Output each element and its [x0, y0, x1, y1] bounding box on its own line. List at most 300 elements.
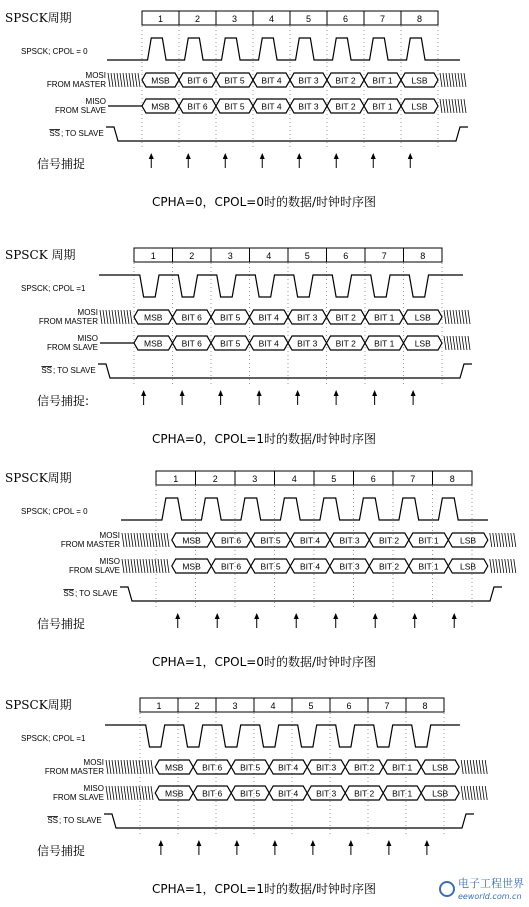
undefined-hatch: [149, 533, 151, 547]
undefined-hatch: [464, 760, 466, 774]
undefined-hatch: [155, 533, 157, 547]
undefined-hatch: [133, 786, 135, 800]
mosi-bit-label: BIT 4: [258, 312, 279, 323]
mosi-bit-label: BIT 5: [260, 535, 281, 546]
spsck-period-label: SPSCK 周期: [5, 248, 76, 262]
mosi-label-line2: FROM MASTER: [44, 767, 104, 776]
undefined-hatch: [106, 310, 108, 324]
undefined-hatch: [112, 310, 114, 324]
undefined-hatch: [450, 336, 452, 350]
spsck-period-label: SPSCK周期: [5, 471, 72, 485]
watermark-url: eeworld.com.cn: [458, 892, 522, 901]
bit-number-8: 8: [416, 14, 423, 24]
mosi-bit-label: BIT 6: [202, 762, 223, 773]
bit-number-2: 2: [212, 474, 218, 484]
undefined-hatch: [473, 760, 475, 774]
undefined-hatch: [131, 559, 133, 573]
miso-label-line1: MISO: [77, 334, 98, 343]
undefined-hatch: [461, 99, 463, 113]
ss-waveform: [98, 364, 472, 378]
undefined-hatch: [161, 559, 163, 573]
undefined-hatch: [136, 786, 138, 800]
mosi-label-line1: MOSI: [77, 308, 98, 317]
signal-capture-label: 信号捕捉:: [37, 394, 90, 408]
mosi-bit-label: BIT 1: [372, 75, 393, 86]
undefined-hatch: [452, 73, 454, 87]
undefined-hatch: [131, 533, 133, 547]
capture-arrow-head: [452, 613, 457, 619]
bit-number-2: 2: [194, 701, 200, 711]
undefined-hatch: [139, 760, 141, 774]
undefined-hatch: [124, 760, 126, 774]
undefined-hatch: [464, 786, 466, 800]
miso-bit-label: LSB: [411, 101, 428, 112]
bit-number-4: 4: [266, 251, 272, 261]
undefined-hatch: [143, 559, 145, 573]
ss-label: SS: [49, 129, 60, 138]
undefined-hatch: [152, 533, 154, 547]
undefined-hatch: [128, 533, 130, 547]
capture-arrow-head: [411, 390, 416, 396]
undefined-hatch: [121, 760, 123, 774]
ss-waveform: [106, 127, 468, 141]
bit-number-7: 7: [384, 701, 390, 711]
bit-number-6: 6: [370, 474, 376, 484]
capture-arrow-head: [310, 840, 315, 846]
undefined-hatch: [443, 73, 445, 87]
undefined-hatch: [444, 336, 446, 350]
undefined-hatch: [115, 786, 117, 800]
capture-arrow-head: [186, 153, 191, 159]
undefined-hatch: [468, 310, 470, 324]
undefined-hatch: [152, 559, 154, 573]
capture-arrow-head: [234, 840, 239, 846]
miso-bit-label: BIT 5: [240, 788, 261, 799]
undefined-hatch: [145, 760, 147, 774]
mosi-bit-label: MSB: [164, 762, 184, 773]
mosi-bit-label: MSB: [182, 535, 201, 546]
undefined-hatch: [137, 533, 139, 547]
undefined-hatch: [142, 760, 144, 774]
capture-arrow-head: [408, 153, 413, 159]
undefined-hatch: [461, 760, 463, 774]
undefined-hatch: [126, 73, 128, 87]
undefined-hatch: [514, 559, 516, 573]
miso-label-line1: MISO: [83, 784, 104, 793]
undefined-hatch: [129, 73, 131, 87]
undefined-hatch: [467, 786, 469, 800]
miso-bit-label: BIT 3: [339, 561, 360, 572]
undefined-hatch: [485, 760, 487, 774]
miso-bit-label: BIT 6: [181, 338, 202, 349]
bit-number-2: 2: [189, 251, 195, 261]
miso-bit-label: BIT 5: [260, 561, 281, 572]
undefined-hatch: [111, 73, 113, 87]
undefined-hatch: [123, 73, 125, 87]
bit-number-1: 1: [173, 474, 179, 484]
miso-label-line2: FROM SLAVE: [53, 793, 104, 802]
ss-label: SS: [47, 816, 58, 825]
bit-number-2: 2: [194, 14, 201, 24]
mosi-bit-label: BIT 3: [298, 75, 319, 86]
undefined-hatch: [479, 760, 481, 774]
capture-arrow-head: [254, 613, 259, 619]
undefined-hatch: [128, 559, 130, 573]
signal-capture-label: 信号捕捉: [37, 844, 86, 858]
capture-arrow-head: [158, 840, 163, 846]
ss-suffix: ; TO SLAVE: [61, 129, 104, 138]
miso-bit-label: BIT 4: [261, 101, 282, 112]
cpol-label: SPSCK; CPOL =1: [21, 734, 86, 743]
mosi-label-line1: MOSI: [99, 531, 120, 540]
mosi-bit-label: LSB: [414, 312, 431, 323]
miso-bit-label: BIT 4: [299, 561, 321, 572]
bit-number-1: 1: [150, 251, 156, 261]
spsck-clock-waveform: [107, 38, 460, 60]
signal-capture-label: 信号捕捉: [37, 157, 86, 171]
miso-bit-label: BIT 6: [220, 561, 242, 572]
mosi-bit-label: BIT 3: [339, 535, 360, 546]
undefined-hatch: [114, 73, 116, 87]
undefined-hatch: [462, 336, 464, 350]
undefined-hatch: [476, 786, 478, 800]
ss-waveform: [104, 814, 474, 828]
mosi-bit-label: BIT 1: [418, 535, 439, 546]
undefined-hatch: [124, 310, 126, 324]
mosi-bit-label: BIT 3: [316, 762, 337, 773]
bit-number-8: 8: [422, 701, 428, 711]
miso-bit-label: BIT 1: [372, 101, 393, 112]
mosi-bit-label: BIT 5: [224, 75, 245, 86]
miso-label-line1: MISO: [85, 97, 106, 106]
undefined-hatch: [502, 533, 504, 547]
miso-bit-label: BIT 2: [335, 101, 356, 112]
mosi-bit-label: BIT 1: [374, 312, 395, 323]
miso-bit-label: BIT 4: [278, 788, 299, 799]
miso-label-line1: MISO: [99, 557, 120, 566]
undefined-hatch: [106, 786, 108, 800]
cpol-label: SPSCK; CPOL =1: [21, 284, 86, 293]
ss-label: SS: [63, 589, 74, 598]
undefined-hatch: [496, 559, 498, 573]
undefined-hatch: [121, 786, 123, 800]
miso-bit-label: BIT 2: [378, 561, 400, 572]
undefined-hatch: [151, 760, 153, 774]
bit-number-6: 6: [343, 251, 349, 261]
diagram-caption: CPHA=1，CPOL=0时的数据/时钟时序图: [151, 655, 377, 669]
undefined-hatch: [145, 786, 147, 800]
undefined-hatch: [456, 310, 458, 324]
undefined-hatch: [447, 336, 449, 350]
signal-capture-label: 信号捕捉: [37, 617, 86, 631]
miso-bit-label: MSB: [182, 561, 201, 572]
undefined-hatch: [140, 559, 142, 573]
capture-arrow-head: [371, 153, 376, 159]
undefined-hatch: [443, 99, 445, 113]
undefined-hatch: [499, 533, 501, 547]
undefined-hatch: [122, 533, 124, 547]
undefined-hatch: [505, 559, 507, 573]
undefined-hatch: [135, 73, 137, 87]
miso-bit-label: BIT 1: [374, 338, 395, 349]
undefined-hatch: [496, 533, 498, 547]
undefined-hatch: [511, 533, 513, 547]
undefined-hatch: [109, 760, 111, 774]
undefined-hatch: [452, 99, 454, 113]
undefined-hatch: [112, 786, 114, 800]
undefined-hatch: [138, 73, 140, 87]
miso-bit-label: BIT 3: [298, 101, 319, 112]
miso-bit-label: BIT 1: [392, 788, 413, 799]
undefined-hatch: [458, 99, 460, 113]
undefined-hatch: [127, 310, 129, 324]
timing-diagram-4: [5, 697, 487, 896]
undefined-hatch: [485, 786, 487, 800]
mosi-bit-label: BIT 6: [181, 312, 202, 323]
undefined-hatch: [108, 73, 110, 87]
undefined-hatch: [470, 786, 472, 800]
undefined-hatch: [164, 533, 166, 547]
miso-bit-label: BIT 5: [224, 101, 245, 112]
mosi-bit-label: BIT 4: [278, 762, 299, 773]
bit-number-3: 3: [231, 14, 238, 24]
bit-number-4: 4: [291, 474, 297, 484]
undefined-hatch: [127, 786, 129, 800]
miso-bit-label: BIT 3: [316, 788, 337, 799]
undefined-hatch: [136, 760, 138, 774]
miso-bit-label: BIT 2: [354, 788, 375, 799]
miso-bit-label: BIT 6: [187, 101, 208, 112]
capture-arrow-head: [334, 390, 339, 396]
ss-suffix: ; TO SLAVE: [59, 816, 102, 825]
undefined-hatch: [130, 310, 132, 324]
mosi-bit-label: MSB: [144, 312, 163, 323]
undefined-hatch: [464, 99, 466, 113]
ss-suffix: ; TO SLAVE: [53, 366, 96, 375]
capture-arrow-head: [412, 613, 417, 619]
undefined-hatch: [125, 533, 127, 547]
undefined-hatch: [132, 73, 134, 87]
miso-bit-label: MSB: [151, 101, 170, 112]
undefined-hatch: [109, 310, 111, 324]
undefined-hatch: [490, 559, 492, 573]
undefined-hatch: [461, 73, 463, 87]
capture-arrow-head: [149, 153, 154, 159]
capture-arrow-head: [295, 390, 300, 396]
undefined-hatch: [479, 786, 481, 800]
undefined-hatch: [508, 533, 510, 547]
bit-number-1: 1: [156, 701, 162, 711]
undefined-hatch: [505, 533, 507, 547]
undefined-hatch: [453, 310, 455, 324]
bit-number-6: 6: [342, 14, 349, 24]
undefined-hatch: [133, 760, 135, 774]
mosi-bit-label: BIT 4: [299, 535, 321, 546]
undefined-hatch: [444, 310, 446, 324]
undefined-hatch: [118, 786, 120, 800]
miso-bit-label: BIT 4: [258, 338, 279, 349]
spsck-period-label: SPSCK周期: [5, 698, 72, 712]
watermark-ring: [440, 882, 454, 896]
diagram-caption: CPHA=1，CPOL=1时的数据/时钟时序图: [151, 882, 377, 896]
miso-label-line2: FROM SLAVE: [55, 106, 106, 115]
bit-number-5: 5: [305, 14, 312, 24]
mosi-label-line2: FROM MASTER: [38, 317, 98, 326]
undefined-hatch: [459, 336, 461, 350]
bit-number-5: 5: [308, 701, 314, 711]
bit-number-8: 8: [449, 474, 455, 484]
undefined-hatch: [493, 533, 495, 547]
bit-number-4: 4: [270, 701, 276, 711]
undefined-hatch: [167, 533, 169, 547]
miso-bit-label: LSB: [432, 788, 449, 799]
undefined-hatch: [467, 760, 469, 774]
miso-bit-label: BIT 1: [418, 561, 439, 572]
capture-arrow-head: [175, 613, 180, 619]
undefined-hatch: [446, 73, 448, 87]
undefined-hatch: [447, 310, 449, 324]
mosi-bit-label: BIT 5: [240, 762, 261, 773]
undefined-hatch: [103, 310, 105, 324]
undefined-hatch: [482, 760, 484, 774]
mosi-bit-label: LSB: [460, 535, 477, 546]
miso-bit-label: BIT 2: [335, 338, 356, 349]
undefined-hatch: [511, 559, 513, 573]
miso-bit-label: BIT 6: [202, 788, 223, 799]
eeworld-watermark-logo: [438, 874, 526, 904]
undefined-hatch: [106, 760, 108, 774]
miso-bit-label: MSB: [164, 788, 184, 799]
undefined-hatch: [164, 559, 166, 573]
undefined-hatch: [158, 559, 160, 573]
capture-arrow-head: [372, 390, 377, 396]
undefined-hatch: [130, 786, 132, 800]
capture-arrow-head: [424, 840, 429, 846]
undefined-hatch: [161, 533, 163, 547]
undefined-hatch: [476, 760, 478, 774]
miso-label-line2: FROM SLAVE: [47, 343, 98, 352]
undefined-hatch: [473, 786, 475, 800]
undefined-hatch: [462, 310, 464, 324]
undefined-hatch: [446, 99, 448, 113]
capture-arrow-head: [386, 840, 391, 846]
spsck-clock-waveform: [99, 275, 463, 297]
undefined-hatch: [124, 786, 126, 800]
undefined-hatch: [514, 533, 516, 547]
undefined-hatch: [148, 786, 150, 800]
watermark-text: 电子工程世界: [458, 877, 524, 890]
undefined-hatch: [134, 533, 136, 547]
miso-bit-label: BIT 5: [220, 338, 241, 349]
mosi-label-line2: FROM MASTER: [60, 540, 120, 549]
undefined-hatch: [508, 559, 510, 573]
undefined-hatch: [450, 310, 452, 324]
bit-number-1: 1: [157, 14, 164, 24]
mosi-bit-label: BIT 1: [392, 762, 413, 773]
undefined-hatch: [464, 73, 466, 87]
capture-arrow-head: [218, 390, 223, 396]
capture-arrow-head: [180, 390, 185, 396]
undefined-hatch: [109, 786, 111, 800]
undefined-hatch: [465, 336, 467, 350]
undefined-hatch: [440, 73, 442, 87]
spsck-period-label: SPSCK周期: [5, 11, 72, 25]
miso-bit-label: LSB: [414, 338, 431, 349]
mosi-label-line1: MOSI: [85, 71, 106, 80]
bit-number-3: 3: [227, 251, 233, 261]
capture-arrow-head: [373, 613, 378, 619]
mosi-bit-label: BIT 2: [335, 75, 356, 86]
cpol-label: SPSCK; CPOL = 0: [21, 507, 88, 516]
miso-bit-label: BIT 3: [297, 338, 318, 349]
undefined-hatch: [118, 760, 120, 774]
undefined-hatch: [137, 559, 139, 573]
mosi-bit-label: BIT 4: [261, 75, 282, 86]
ss-suffix: ; TO SLAVE: [75, 589, 118, 598]
diagram-caption: CPHA=0，CPOL=1时的数据/时钟时序图: [151, 432, 377, 446]
ss-waveform: [120, 587, 502, 601]
undefined-hatch: [482, 786, 484, 800]
undefined-hatch: [142, 786, 144, 800]
undefined-hatch: [440, 99, 442, 113]
capture-arrow-head: [294, 613, 299, 619]
capture-arrow-head: [348, 840, 353, 846]
capture-arrow-head: [333, 613, 338, 619]
capture-arrow-head: [257, 390, 262, 396]
mosi-bit-label: BIT 2: [354, 762, 375, 773]
mosi-bit-label: BIT 2: [378, 535, 400, 546]
undefined-hatch: [121, 310, 123, 324]
undefined-hatch: [490, 533, 492, 547]
undefined-hatch: [455, 99, 457, 113]
mosi-label-line1: MOSI: [83, 758, 104, 767]
undefined-hatch: [140, 533, 142, 547]
undefined-hatch: [127, 760, 129, 774]
capture-arrow-head: [223, 153, 228, 159]
bit-number-7: 7: [379, 14, 386, 24]
mosi-bit-label: BIT 6: [187, 75, 208, 86]
bit-number-5: 5: [304, 251, 310, 261]
undefined-hatch: [470, 760, 472, 774]
capture-arrow-head: [334, 153, 339, 159]
capture-arrow-head: [196, 840, 201, 846]
bit-number-7: 7: [410, 474, 416, 484]
undefined-hatch: [461, 786, 463, 800]
undefined-hatch: [146, 533, 148, 547]
miso-bit-label: MSB: [144, 338, 163, 349]
cpol-label: SPSCK; CPOL = 0: [21, 47, 88, 56]
bit-number-5: 5: [331, 474, 337, 484]
capture-arrow-head: [260, 153, 265, 159]
undefined-hatch: [458, 73, 460, 87]
capture-arrow-head: [297, 153, 302, 159]
undefined-hatch: [493, 559, 495, 573]
bit-number-3: 3: [252, 474, 258, 484]
mosi-bit-label: MSB: [151, 75, 170, 86]
mosi-bit-label: BIT 5: [220, 312, 241, 323]
undefined-hatch: [167, 559, 169, 573]
mosi-bit-label: BIT 3: [297, 312, 318, 323]
undefined-hatch: [456, 336, 458, 350]
capture-arrow-head: [141, 390, 146, 396]
mosi-bit-label: LSB: [432, 762, 449, 773]
bit-number-7: 7: [381, 251, 387, 261]
undefined-hatch: [134, 559, 136, 573]
spsck-clock-waveform: [105, 725, 460, 747]
capture-arrow-head: [272, 840, 277, 846]
undefined-hatch: [149, 559, 151, 573]
undefined-hatch: [465, 310, 467, 324]
